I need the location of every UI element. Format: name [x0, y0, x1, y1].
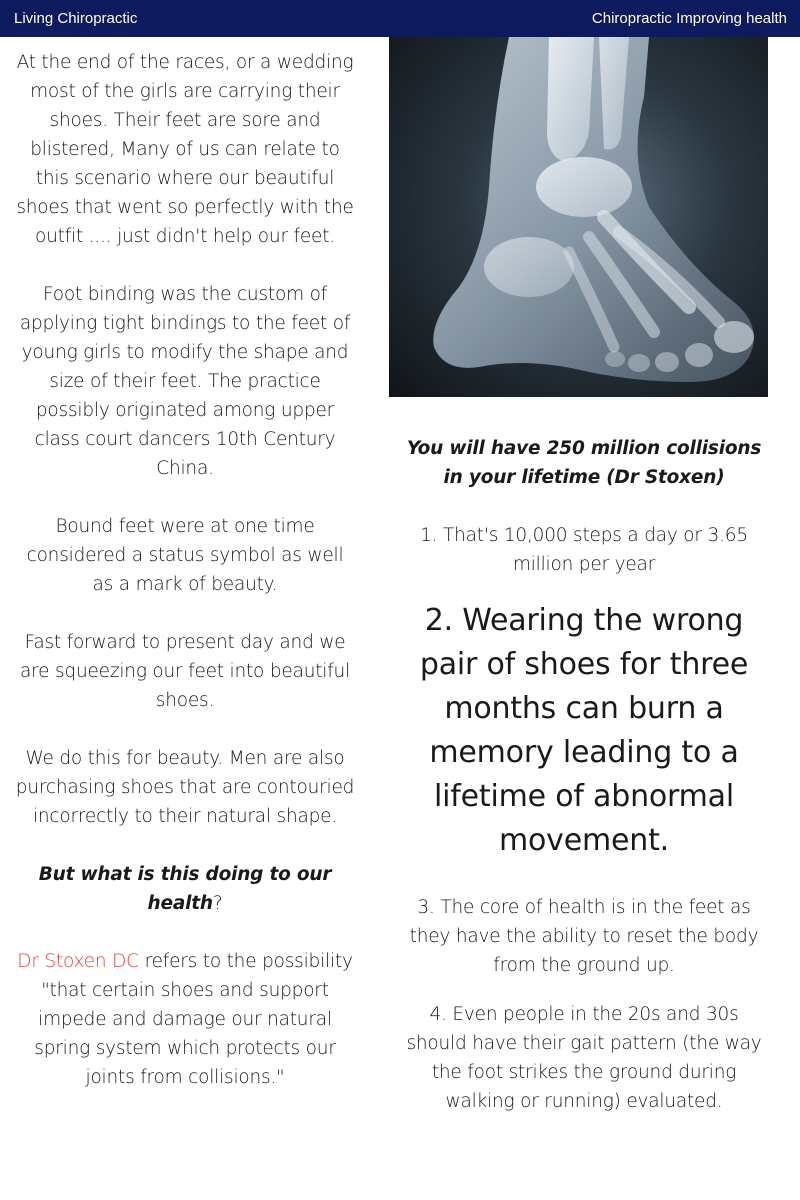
header-tagline: Chiropractic Improving health — [591, 10, 787, 27]
question-heading — [14, 860, 356, 918]
paragraph-races: At the end of the races, or a wedding most of the girls are carrying their shoes. Their feet are sore and blistered, Many of us can relate to this scenario where our beautiful shoes that went so perfectly with the outfit .... just didn't help our feet. — [16, 52, 354, 247]
paragraph-bound-feet: Bound feet were at one time considered a status symbol as well as a mark of beauty. — [26, 516, 344, 595]
point-1: 1. That's 10,000 steps a day or 3.65 million per year — [420, 525, 748, 575]
header-bar — [0, 0, 800, 37]
question-mark: ? — [212, 893, 223, 914]
foot-xray-image — [389, 37, 768, 397]
quote-text: refers to the possibility "that certain shoes and support impede and damage our natural spring system which protects our joints from collisions." — [34, 951, 353, 1088]
foot-xray-icon — [389, 37, 768, 397]
paragraph-foot-binding: Foot binding was the custom of applying tight bindings to the feet of young girls to modify the shape and size of their feet. The practice possibly originated among upper class court dancers 10th Century China. — [19, 284, 351, 479]
left-column — [14, 48, 356, 1121]
collisions-headline: You will have 250 million collisions in your lifetime (Dr Stoxen) — [406, 438, 762, 488]
brand-name[interactable]: Living Chiropractic — [14, 10, 138, 27]
quote-paragraph — [14, 947, 356, 1092]
paragraph-beauty: We do this for beauty. Men are also purchasing shoes that are contouried incorrectly to their natural shape. — [15, 748, 355, 827]
paragraph-fast-forward: Fast forward to present day and we are squeezing our feet into beautiful shoes. — [19, 632, 351, 711]
point-4: 4. Even people in the 20s and 30s should have their gait pattern (the way the foot strikes the ground during walking or running) evaluated. — [406, 1004, 762, 1112]
right-column — [398, 434, 770, 1136]
quote-author-link[interactable]: Dr Stoxen DC — [17, 951, 139, 972]
question-text: But what is this doing to our health — [38, 864, 332, 914]
point-3: 3. The core of health is in the feet as they have the ability to reset the body from the ground up. — [409, 897, 759, 976]
point-2: 2. Wearing the wrong pair of shoes for three months can burn a memory leading to a lifetime of abnormal movement. — [419, 603, 749, 858]
